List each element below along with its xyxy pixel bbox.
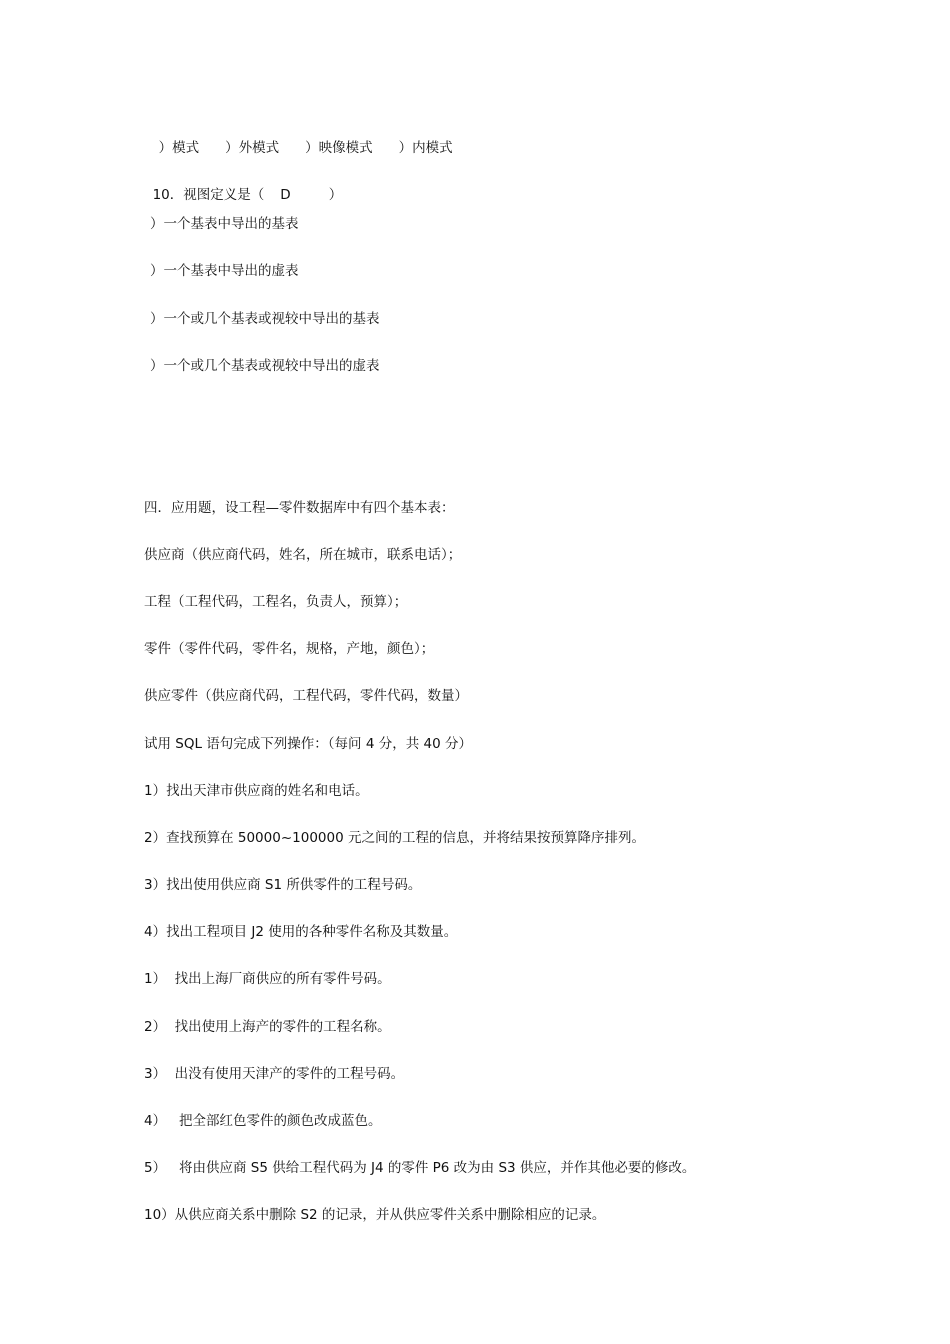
option-c: ）映像模式	[305, 140, 373, 156]
sql-question: 1） 找出上海厂商供应的所有零件号码。	[144, 971, 391, 987]
sql-question: 4） 把全部红色零件的颜色改成蓝色。	[144, 1113, 382, 1129]
question-10-option: ）一个基表中导出的基表	[150, 216, 299, 232]
sql-question: 4）找出工程项目 J2 使用的各种零件名称及其数量。	[144, 924, 458, 940]
sql-question: 1）找出天津市供应商的姓名和电话。	[144, 783, 369, 799]
question-10-option: ）一个基表中导出的虚表	[150, 263, 299, 279]
option-line	[150, 121, 453, 157]
question-10-answer: D	[280, 187, 291, 203]
table-definition: 供应零件（供应商代码，工程代码，零件代码，数量）	[144, 688, 468, 704]
sql-question: 5） 将由供应商 S5 供给工程代码为 J4 的零件 P6 改为由 S3 供应，并作其他必要的修改。	[144, 1160, 696, 1176]
sql-question: 10）从供应商关系中删除 S2 的记录，并从供应零件关系中删除相应的记录。	[144, 1207, 606, 1223]
sql-question: 2）查找预算在 50000~100000 元之间的工程的信息，并将结果按预算降序排列。	[144, 830, 645, 846]
table-definition: 工程（工程代码，工程名，负责人，预算）；	[144, 594, 408, 610]
option-d: ）内模式	[398, 140, 453, 156]
option-b: ）外模式	[225, 140, 280, 156]
table-definition: 零件（零件代码，零件名，规格，产地，颜色）；	[144, 641, 435, 657]
option-a: ）模式	[158, 140, 200, 156]
question-10-text: 10．视图定义是（	[152, 187, 265, 203]
question-10-option: ）一个或几个基表或视较中导出的基表	[150, 311, 380, 327]
question-10-close: ）	[328, 187, 343, 203]
question-10-stem	[144, 168, 342, 204]
question-10-option: ）一个或几个基表或视较中导出的虚表	[150, 358, 380, 374]
sql-question: 3） 出没有使用天津产的零件的工程号码。	[144, 1066, 405, 1082]
section-4-heading: 四．应用题，设工程—零件数据库中有四个基本表：	[144, 500, 455, 516]
instruction: 试用 SQL 语句完成下列操作：（每问 4 分，共 40 分）	[144, 736, 472, 752]
sql-question: 2） 找出使用上海产的零件的工程名称。	[144, 1019, 391, 1035]
sql-question: 3）找出使用供应商 S1 所供零件的工程号码。	[144, 877, 422, 893]
table-definition: 供应商（供应商代码，姓名，所在城市，联系电话）；	[144, 547, 462, 563]
